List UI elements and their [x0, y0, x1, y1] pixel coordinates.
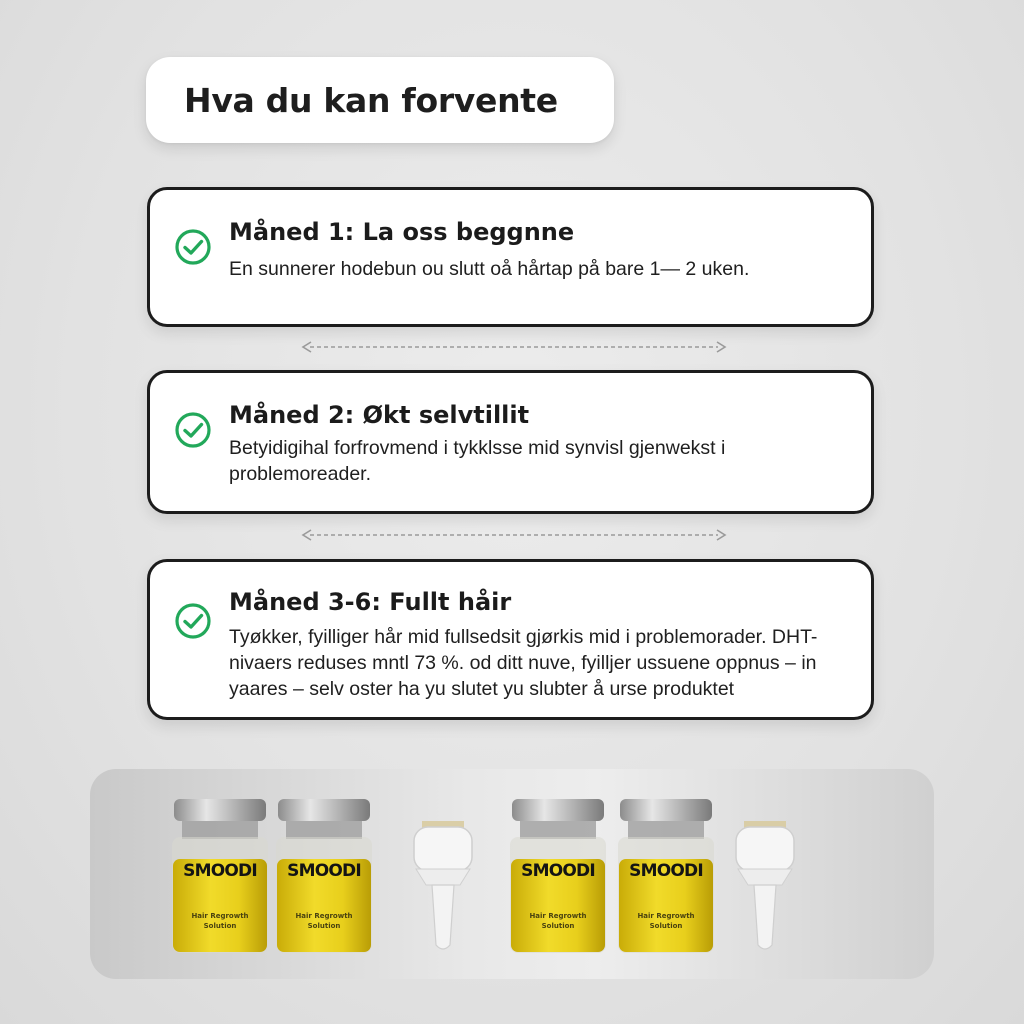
dermaroller-applicator — [408, 821, 478, 959]
card-title: Måned 1: La oss beggnne — [229, 218, 575, 246]
timeline-card-month-1 — [147, 187, 874, 327]
double-arrow-connector — [300, 340, 728, 354]
vial-product-label: Hair Regrowth Solution — [295, 912, 353, 930]
check-circle-icon — [174, 602, 212, 640]
timeline-card-month-2 — [147, 370, 874, 514]
serum-vial — [170, 797, 270, 957]
serum-vial — [616, 797, 716, 957]
check-circle-icon — [174, 228, 212, 266]
dermaroller-applicator — [730, 821, 800, 959]
double-arrow-connector — [300, 528, 728, 542]
vial-product-label: Hair Regrowth Solution — [191, 912, 249, 930]
card-body: En sunnerer hodebun ou slutt oå hårtap på bare 1— 2 uken. — [229, 258, 750, 280]
product-image-band — [90, 769, 934, 979]
card-title: Måned 2: Økt selvtillit — [229, 401, 530, 429]
vial-brand-label: SMOODI — [521, 861, 595, 881]
card-title: Måned 3-6: Fullt håir — [229, 588, 512, 616]
serum-vial — [274, 797, 374, 957]
vial-brand-label: SMOODI — [629, 861, 703, 881]
vial-product-label: Hair Regrowth Solution — [637, 912, 695, 930]
check-circle-icon — [174, 411, 212, 449]
timeline-card-month-3-6 — [147, 559, 874, 720]
card-body: Betyidigihal forfrovmend i tykklsse mid synvisl gjenwekst i problemoreader. — [229, 437, 726, 485]
serum-vial — [508, 797, 608, 957]
header-pill — [146, 57, 614, 143]
card-body: Tyøkker, fyilliger hår mid fullsedsit gjørkis mid i problemorader. DHT-nivaers reduses mntl 73 %. od ditt nuve, fyilljer ussuene oppnus – in yaares – selv oster ha yu slutet yu slubter å urse produktet — [229, 626, 818, 700]
vial-brand-label: SMOODI — [183, 861, 257, 881]
page-title: Hva du kan forvente — [184, 80, 558, 120]
vial-product-label: Hair Regrowth Solution — [529, 912, 587, 930]
vial-brand-label: SMOODI — [287, 861, 361, 881]
